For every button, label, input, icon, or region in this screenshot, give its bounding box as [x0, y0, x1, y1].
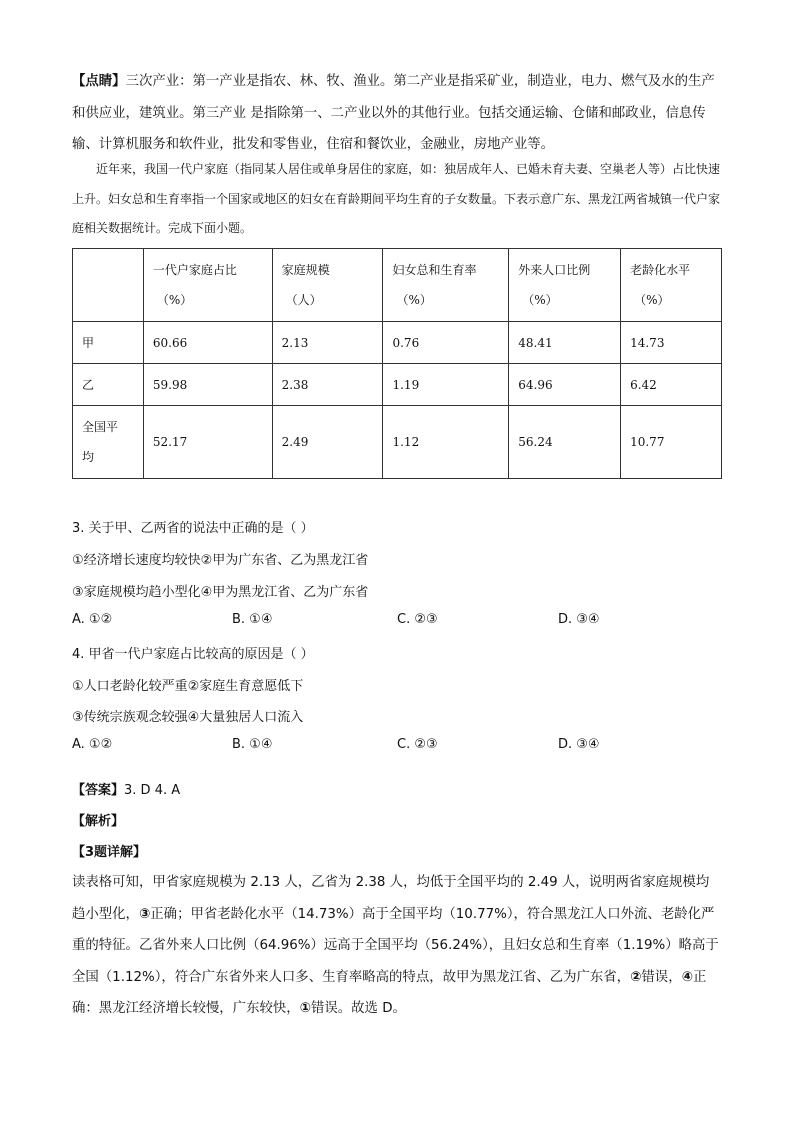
- q3-option-a[interactable]: A. ①②: [72, 612, 113, 627]
- q3-option-c[interactable]: C. ②③: [397, 612, 438, 627]
- table-cell: 10.77: [621, 406, 722, 479]
- question-3-stem: 3. 关于甲、乙两省的说法中正确的是（ ）: [72, 521, 314, 536]
- q3-option-b[interactable]: B. ①④: [232, 612, 273, 627]
- question-3-statements-1: ①经济增长速度均较快②甲为广东省、乙为黑龙江省: [72, 553, 369, 568]
- table-cell: 1.12: [383, 406, 509, 479]
- key-point-paragraph: [72, 66, 722, 161]
- table-cell: 48.41: [509, 322, 621, 364]
- table-row: [73, 322, 722, 364]
- table-row: [73, 406, 722, 479]
- table-cell: 56.24: [509, 406, 621, 479]
- q3-option-d[interactable]: D. ③④: [558, 612, 600, 627]
- analysis-label: 【解析】: [72, 814, 125, 829]
- q4-option-d[interactable]: D. ③④: [558, 737, 600, 752]
- table-cell: 0.76: [383, 322, 509, 364]
- key-point-text: 三次产业：第一产业是指农、林、牧、渔业。第二产业是指采矿业，制造业，电力、燃气及水的生产和供应业，建筑业。第三产业 是指除第一、二产业以外的其他行业。包括交通运输、仓储和邮政业，信息传输、计算机服务和软件业，批发和零售业，住宿和餐饮业，金融业，房地产业等。: [72, 74, 715, 152]
- row-label: 全国平 均: [73, 406, 144, 479]
- circled-2: ②: [630, 969, 642, 985]
- table-cell: 2.38: [272, 364, 383, 406]
- q4-option-b[interactable]: B. ①④: [232, 737, 273, 752]
- question-4-statements-1: ①人口老龄化较严重②家庭生育意愿低下: [72, 679, 304, 694]
- table-cell: 6.42: [621, 364, 722, 406]
- table-cell: 14.73: [621, 322, 722, 364]
- table-cell: 64.96: [509, 364, 621, 406]
- detail-label: 【3题详解】: [72, 845, 147, 860]
- row-label: 乙: [73, 364, 144, 406]
- table-cell: 59.98: [143, 364, 272, 406]
- table-header-cell: 妇女总和生育率 （%）: [383, 249, 509, 322]
- table-corner-cell: [73, 249, 144, 322]
- circled-4: ④: [681, 969, 693, 985]
- answer-line: [72, 779, 180, 798]
- question-3-statements-2: ③家庭规模均趋小型化④甲为黑龙江省、乙为广东省: [72, 585, 369, 600]
- table-cell: 60.66: [143, 322, 272, 364]
- table-header-row: [73, 249, 722, 322]
- row-label: 甲: [73, 322, 144, 364]
- circled-1: ①: [299, 1001, 311, 1016]
- table-cell: 52.17: [143, 406, 272, 479]
- table-header-cell: 外来人口比例 （%）: [509, 249, 621, 322]
- table-cell: 2.49: [272, 406, 383, 479]
- key-point-label: 【点睛】: [72, 74, 126, 89]
- table-cell: 1.19: [383, 364, 509, 406]
- question-4-stem: 4. 甲省一代户家庭占比较高的原因是（ ）: [72, 647, 314, 662]
- answer-text: 3. D 4. A: [124, 783, 181, 798]
- table-cell: 2.13: [272, 322, 383, 364]
- table-header-cell: 一代户家庭占比 （%）: [143, 249, 272, 322]
- q4-option-a[interactable]: A. ①②: [72, 737, 113, 752]
- question-passage: 近年来，我国一代户家庭（指同某人居住或单身居住的家庭，如：独居成年人、已婚未育夫妻、空巢老人等）占比快速上升。妇女总和生育率指一个国家或地区的妇女在育龄期间平均生育的子女数量。下表示意广东、黑龙江两省城镇一代户家庭相关数据统计。完成下面小题。: [72, 162, 721, 235]
- table-row: [73, 364, 722, 406]
- data-table: [72, 248, 722, 479]
- answer-label: 【答案】: [72, 783, 125, 798]
- question-4-statements-2: ③传统宗族观念较强④大量独居人口流入: [72, 710, 304, 725]
- circled-3: ③: [138, 906, 151, 922]
- detail-paragraph: 读表格可知，甲省家庭规模为 2.13 人，乙省为 2.38 人，均低于全国平均的 2.49 人，说明两省家庭规模均趋小型化，③正确；甲省老龄化水平（14.73%）高于全国平均（10.77%），符合黑龙江人口外流、老龄化严重的特征。乙省外来人口比例（64.96%）远高于全国平均（56.24%），且妇女总和生育率（1.19%）略高于全国（1.12%），符合广东省外来人口多、生育率略高的特点，故甲为黑龙江省、乙为广东省，②错误，④正确：黑龙江经济增长较慢，广东较快，①错误。故选 D。: [72, 875, 719, 1016]
- table-header-cell: 家庭规模 （人）: [272, 249, 383, 322]
- q4-option-c[interactable]: C. ②③: [397, 737, 438, 752]
- table-header-cell: 老龄化水平 （%）: [621, 249, 722, 322]
